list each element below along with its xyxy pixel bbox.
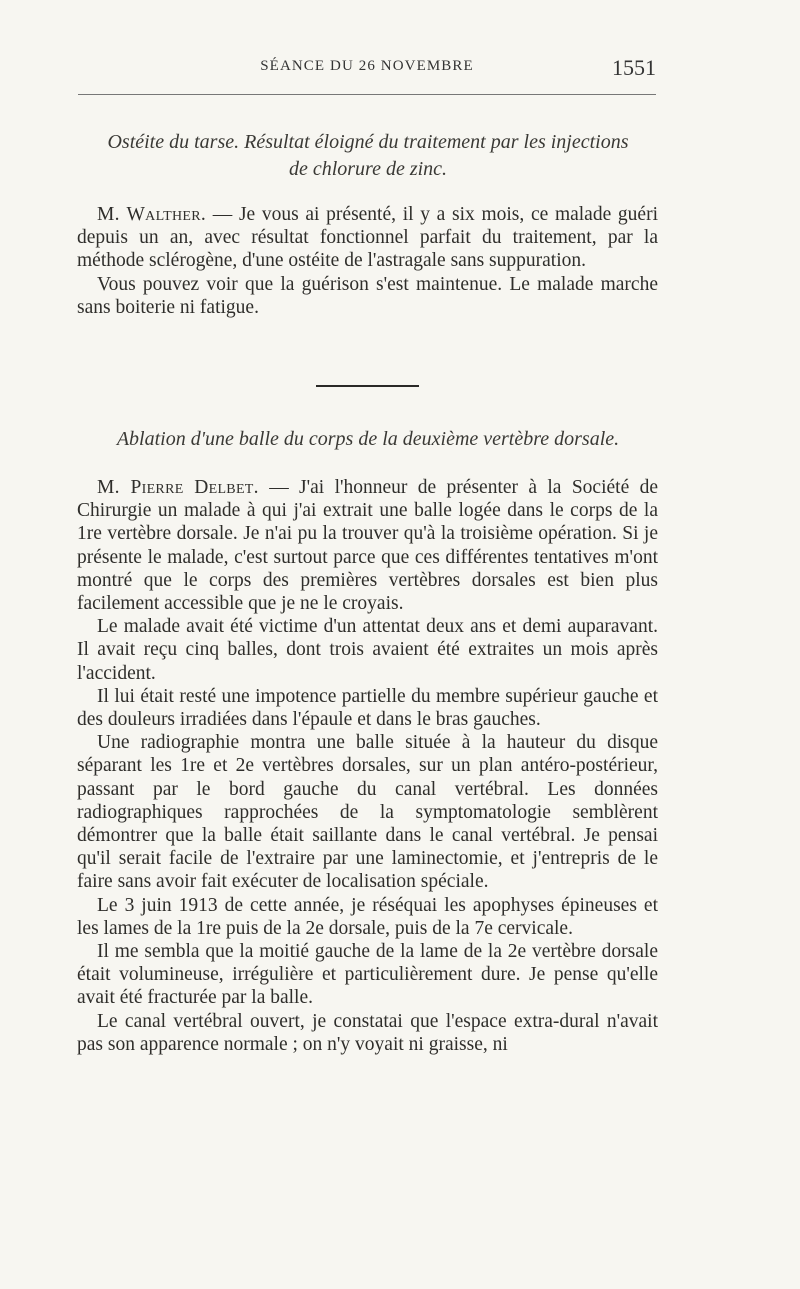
page-number: 1551	[612, 55, 656, 80]
section-title-osteite	[75, 129, 661, 183]
header-title: SÉANCE DU 26 NOVEMBRE	[260, 58, 474, 74]
speaker-name: M. Pierre Delbet.	[97, 477, 259, 498]
section-body-walther	[77, 203, 658, 319]
paragraph-delbet-2: Le malade avait été victime d'un attentat deux ans et demi auparavant. Il avait reçu cinq balles, dont trois avaient été extraites un mois après l'accident.	[77, 616, 658, 684]
paragraph-delbet-6: Il me sembla que la moitié gauche de la lame de la 2e vertèbre dorsale était volumineuse, irrégulière et particulièrement dure. Je pense qu'elle avait été fracturée par la balle.	[77, 941, 658, 1009]
section-title-ablation: Ablation d'une balle du corps de la deuxième vertèbre dorsale.	[116, 428, 620, 450]
section-title-line-2: de chlorure de zinc.	[288, 158, 448, 180]
paragraph-delbet-7: Le canal vertébral ouvert, je constatai que l'espace extra-dural n'avait pas son apparence normale ; on n'y voyait ni graisse, ni	[77, 1010, 658, 1055]
paragraph-delbet-1	[77, 476, 658, 615]
paragraph-text: — Je vous ai présenté, il y a six mois, ce malade guéri depuis un an, avec résultat fonctionnel parfait du traitement, par la méthode sclérogène, d'une ostéite de l'astragale sans suppuration.	[77, 204, 658, 272]
section-separator	[316, 385, 419, 387]
section-title-line-1: Ostéite du tarse. Résultat éloigné du traitement par les injections	[107, 131, 629, 153]
section-body-delbet	[77, 476, 658, 1056]
speaker-name: M. Walther.	[97, 204, 207, 225]
paragraph-text: — J'ai l'honneur de présenter à la Société de Chirurgie un malade à qui j'ai extrait une balle logée dans le corps de la 1re vertèbre dorsale. Je n'ai pu la trouver qu'à la troisième opération. Si je présente le malade, c'est surtout parce que ces différentes tentatives m'ont montré que le corps des premières vertèbres dorsales est bien plus facilement accessible que je ne le croyais.	[77, 477, 658, 615]
header-rule	[78, 94, 656, 95]
paragraph-delbet-4: Une radiographie montra une balle située à la hauteur du disque séparant les 1re et 2e vertèbres dorsales, sur un plan antéro-postérieur, passant par le bord gauche du canal vertébral. Les données radiographiques rapprochées de la symptomatologie semblèrent démontrer que la balle était saillante dans le canal vertébral. Je pensai qu'il serait facile de l'extraire par une laminectomie, et j'entrepris de le faire sans avoir fait exécuter de localisation spéciale.	[77, 732, 658, 893]
paragraph-delbet-5: Le 3 juin 1913 de cette année, je réséquai les apophyses épineuses et les lames de la 1re puis de la 2e dorsale, puis de la 7e cervicale.	[77, 894, 658, 939]
paragraph-delbet-3: Il lui était resté une impotence partielle du membre supérieur gauche et des douleurs irradiées dans l'épaule et dans le bras gauches.	[77, 685, 658, 731]
paragraph-walther-1	[77, 203, 658, 273]
running-header	[78, 55, 656, 84]
paragraph-walther-2: Vous pouvez voir que la guérison s'est maintenue. Le malade marche sans boiterie ni fatigue.	[77, 273, 658, 318]
